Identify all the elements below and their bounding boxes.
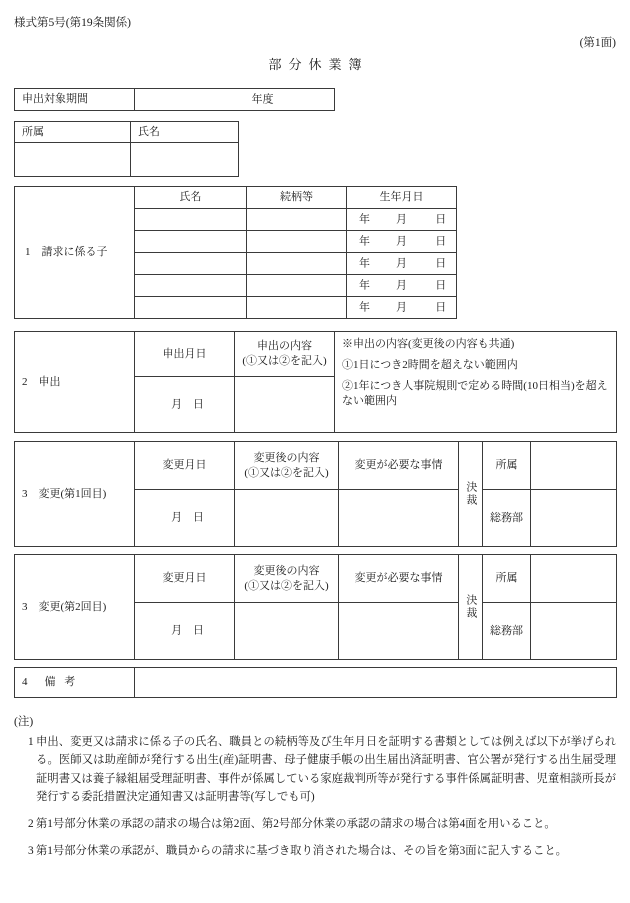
change1-content-header-line2: (①又は②を記入) [244, 466, 329, 479]
dob-month-unit: 月 [396, 279, 407, 292]
child-name-value[interactable] [135, 231, 247, 253]
period-label: 申出対象期間 [15, 89, 135, 111]
application-date-value[interactable] [135, 377, 235, 433]
dob-month-unit: 月 [396, 235, 407, 248]
change2-month-unit: 月 [171, 624, 183, 637]
child-name-value[interactable] [135, 275, 247, 297]
dob-month-unit: 月 [396, 257, 407, 270]
change1-day-unit: 日 [192, 511, 204, 524]
child-dob-value[interactable] [347, 253, 457, 275]
change1-stamp-top[interactable] [531, 442, 617, 490]
affiliation-table [14, 121, 239, 177]
note-text: 申出、変更又は請求に係る子の氏名、職員との続柄等及び生年月日を証明する書類としては例えば以下が挙げられる。医師又は助産師が発行する出生(産)証明書、母子健康手帳の出生届出済証明書、官公署が発行する出生届受理証明書又は養子縁組届受理証明書、事件が係属している家庭裁判所等が発行する事件係属証明書、児童相談所長が発行する委託措置決定通知書又は証明書等(写しでも可) [36, 736, 616, 803]
list-item [14, 815, 616, 833]
dob-day-unit: 日 [435, 257, 447, 270]
change2-content-header-line2: (①又は②を記入) [244, 579, 329, 592]
note-text: 第1号部分休業の承認が、職員からの請求に基づき取り消された場合は、その旨を第3面に記入すること。 [36, 845, 567, 858]
child-relation-value[interactable] [247, 253, 347, 275]
child-relation-value[interactable] [247, 209, 347, 231]
child-relation-value[interactable] [247, 231, 347, 253]
application-content-header-line1: 申出の内容 [257, 340, 312, 353]
change-table-1 [14, 441, 617, 547]
application-content-header-line2: (①又は②を記入) [242, 355, 327, 367]
application-note-2: ①1日につき2時間を超えない範囲内 [342, 358, 518, 371]
period-table [14, 88, 335, 111]
page-title: 部分休業簿 [268, 57, 369, 72]
period-value-cell[interactable] [135, 89, 335, 111]
child-name-value[interactable] [135, 297, 247, 319]
children-table [14, 186, 457, 319]
dob-day-unit: 日 [435, 235, 447, 248]
table-row [15, 122, 239, 143]
change1-content-header-line1: 変更後の内容 [253, 451, 320, 464]
change2-date-value[interactable] [135, 603, 235, 660]
child-dob-value[interactable] [347, 231, 457, 253]
children-name-header: 氏名 [135, 187, 247, 209]
dob-month-unit: 月 [396, 213, 407, 226]
application-content-header [235, 332, 335, 377]
change1-section-label: 3 変更(第1回目) [15, 442, 135, 547]
change2-day-unit: 日 [192, 624, 204, 637]
table-row [15, 143, 239, 177]
dob-year-unit: 年 [358, 301, 370, 314]
change1-stamp-bottom[interactable] [531, 490, 617, 547]
change2-reason-header: 変更が必要な事情 [339, 555, 459, 603]
dob-day-unit: 日 [435, 213, 447, 226]
change2-approver-bottom-label: 総務部 [483, 603, 531, 660]
dob-day-unit: 日 [435, 279, 447, 292]
application-section-label: 2 申出 [15, 332, 135, 433]
form-code-label: 様式第5号(第19条関係) [14, 17, 131, 29]
application-date-header: 申出月日 [135, 332, 235, 377]
table-row [15, 187, 457, 209]
change2-date-header: 変更月日 [135, 555, 235, 603]
dob-year-unit: 年 [358, 279, 370, 292]
change1-date-value[interactable] [135, 490, 235, 547]
children-section-label: 1 請求に係る子 [15, 187, 135, 319]
note-number: 2 [28, 818, 34, 831]
change2-reason-value[interactable] [339, 603, 459, 660]
application-month-unit: 月 [171, 398, 183, 411]
application-day-unit: 日 [192, 398, 204, 411]
change2-section-label: 3 変更(第2回目) [15, 555, 135, 660]
change1-content-header [235, 442, 339, 490]
table-row [15, 442, 617, 490]
employee-name-value[interactable] [131, 143, 239, 177]
application-note-3: ②1年につき人事院規則で定める時間(10日相当)を超えない範囲内 [342, 379, 608, 407]
change2-content-value[interactable] [235, 603, 339, 660]
change1-month-unit: 月 [171, 511, 183, 524]
change2-approval-header: 決裁 [459, 555, 483, 660]
change1-reason-value[interactable] [339, 490, 459, 547]
change2-stamp-bottom[interactable] [531, 603, 617, 660]
child-relation-value[interactable] [247, 297, 347, 319]
dob-month-unit: 月 [396, 301, 407, 314]
notes-list [14, 733, 616, 870]
remarks-table [14, 667, 617, 698]
child-name-value[interactable] [135, 253, 247, 275]
change2-stamp-top[interactable] [531, 555, 617, 603]
notes-heading: (注) [14, 716, 34, 728]
change1-content-value[interactable] [235, 490, 339, 547]
list-item [14, 733, 616, 806]
note-number: 3 [28, 845, 34, 858]
application-table [14, 331, 617, 433]
change-table-2 [14, 554, 617, 660]
table-row [15, 89, 335, 111]
child-dob-value[interactable] [347, 209, 457, 231]
application-notes [335, 332, 617, 433]
child-dob-value[interactable] [347, 297, 457, 319]
period-value-suffix: 年度 [251, 93, 274, 106]
change1-approval-header: 決裁 [459, 442, 483, 547]
change1-date-header: 変更月日 [135, 442, 235, 490]
note-number: 1 [28, 736, 34, 748]
dob-day-unit: 日 [435, 301, 447, 314]
remarks-label: 4 備 考 [15, 668, 135, 698]
child-relation-value[interactable] [247, 275, 347, 297]
change1-reason-header: 変更が必要な事情 [339, 442, 459, 490]
note-text: 第1号部分休業の承認の請求の場合は第2面、第2号部分休業の承認の請求の場合は第4面を用いること。 [36, 818, 556, 831]
remarks-value[interactable] [135, 668, 617, 698]
change1-approver-top-label: 所属 [483, 442, 531, 490]
dob-year-unit: 年 [358, 235, 370, 248]
change1-approver-bottom-label: 総務部 [483, 490, 531, 547]
table-row [15, 332, 617, 377]
table-row [15, 555, 617, 603]
children-dob-header: 生年月日 [347, 187, 457, 209]
affiliation-value[interactable] [15, 143, 131, 177]
application-note-1: ※申出の内容(変更後の内容も共通) [342, 338, 515, 350]
dob-year-unit: 年 [358, 257, 370, 270]
dob-year-unit: 年 [358, 213, 370, 226]
child-name-value[interactable] [135, 209, 247, 231]
page-face-label: (第1面) [579, 37, 616, 49]
child-dob-value[interactable] [347, 275, 457, 297]
change2-content-header [235, 555, 339, 603]
table-row [15, 668, 617, 698]
affiliation-header: 所属 [15, 122, 131, 143]
change2-content-header-line1: 変更後の内容 [253, 564, 320, 577]
children-relation-header: 続柄等 [247, 187, 347, 209]
employee-name-header: 氏名 [131, 122, 239, 143]
list-item [14, 842, 616, 860]
change2-approver-top-label: 所属 [483, 555, 531, 603]
application-content-value[interactable] [235, 377, 335, 433]
